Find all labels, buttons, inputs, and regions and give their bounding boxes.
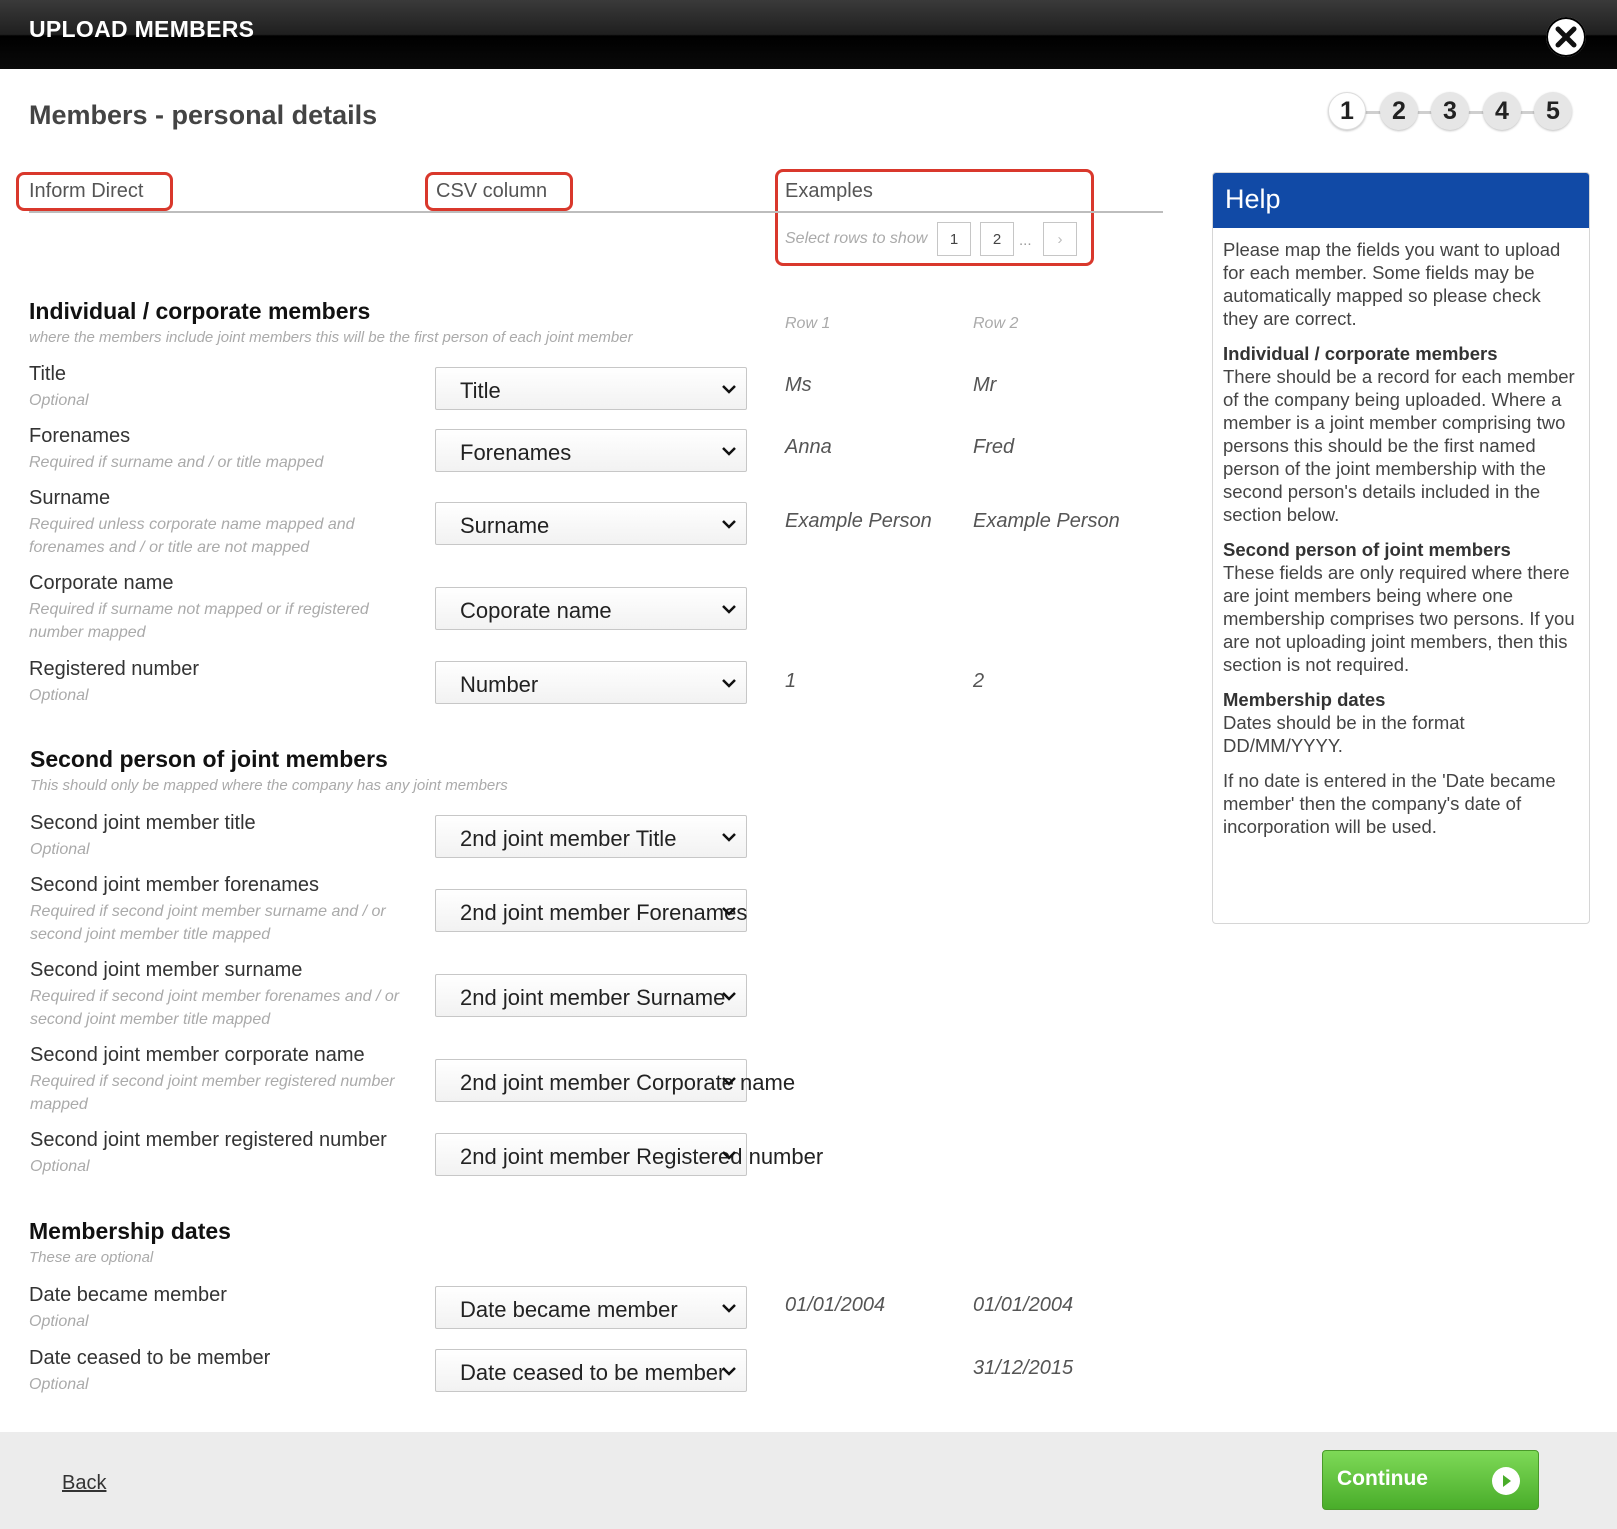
csv-select-value: Surname xyxy=(460,513,550,538)
csv-select-value: Title xyxy=(460,378,501,403)
csv-select-date-ceased[interactable] xyxy=(435,1349,747,1392)
chevron-down-icon xyxy=(720,442,738,460)
step-5: 5 xyxy=(1534,92,1572,130)
help-dates-section xyxy=(1223,688,1579,757)
example-row2-registered-number: 2 xyxy=(973,670,985,692)
example-row1-date-became: 01/01/2004 xyxy=(785,1294,886,1316)
close-icon xyxy=(1546,17,1586,57)
window-titlebar xyxy=(0,0,1617,69)
example-row2-date-became: 01/01/2004 xyxy=(973,1294,1074,1316)
csv-select-second-corporate-name[interactable] xyxy=(435,1059,796,1102)
csv-select-value: Coporate name xyxy=(460,598,612,623)
csv-select-value: 2nd joint member Corporate name xyxy=(460,1070,796,1095)
csv-select-value: Number xyxy=(460,672,539,697)
step-1: 1 xyxy=(1328,92,1366,130)
chevron-down-icon xyxy=(720,1146,738,1164)
field-label-corporate-name: Corporate name xyxy=(29,572,174,594)
csv-select-value: 2nd joint member Registered number xyxy=(460,1144,824,1169)
help-second-title: Second person of joint members xyxy=(1223,539,1511,560)
csv-select-second-forenames[interactable] xyxy=(435,889,747,932)
field-label-second-forenames: Second joint member forenames xyxy=(30,874,320,896)
window-title: UPLOAD MEMBERS xyxy=(29,16,255,42)
help-dates-title: Membership dates xyxy=(1223,689,1386,710)
pager-page-2[interactable]: 2 xyxy=(980,222,1014,256)
chevron-down-icon xyxy=(720,1362,738,1380)
csv-select-value: Date ceased to be member xyxy=(460,1360,726,1385)
column-header-examples: Examples xyxy=(785,180,873,202)
help-panel xyxy=(1212,172,1590,924)
csv-select-forenames[interactable] xyxy=(435,429,747,472)
row-1-label: Row 1 xyxy=(785,315,831,332)
csv-select-value: Date became member xyxy=(460,1297,678,1322)
csv-select-second-registered-number[interactable] xyxy=(435,1133,824,1176)
section-subtitle-second-person: This should only be mapped where the company has any joint members xyxy=(30,777,508,794)
column-header-csv: CSV column xyxy=(436,180,548,202)
example-row2-forenames: Fred xyxy=(973,436,1015,458)
pager-next-button[interactable]: › xyxy=(1043,222,1077,256)
chevron-down-icon xyxy=(720,600,738,618)
field-label-registered-number: Registered number xyxy=(29,658,200,680)
csv-select-surname[interactable] xyxy=(435,502,747,545)
field-label-surname: Surname xyxy=(29,487,111,509)
page-title: Members - personal details xyxy=(29,100,378,130)
chevron-down-icon xyxy=(720,1072,738,1090)
example-row1-title: Ms xyxy=(785,374,812,396)
field-label-title: Title xyxy=(29,363,67,385)
field-label-second-title: Second joint member title xyxy=(30,812,256,834)
help-second-section xyxy=(1223,538,1579,676)
csv-select-value: 2nd joint member Title xyxy=(460,826,677,851)
continue-button[interactable] xyxy=(1322,1450,1539,1510)
help-title: Help xyxy=(1213,173,1589,228)
help-body xyxy=(1213,228,1589,838)
csv-select-date-became[interactable] xyxy=(435,1286,747,1329)
section-title-individual: Individual / corporate members xyxy=(29,298,371,324)
example-row1-forenames: Anna xyxy=(785,436,832,458)
example-row1-surname: Example Person xyxy=(785,510,932,532)
field-label-second-corporate-name: Second joint member corporate name xyxy=(30,1044,365,1066)
close-button[interactable] xyxy=(1546,17,1586,57)
back-link[interactable]: Back xyxy=(62,1472,107,1494)
field-hint-forenames: Required if surname and / or title mapped xyxy=(29,454,324,471)
step-indicator xyxy=(1328,92,1573,132)
help-individual-section xyxy=(1223,342,1579,526)
csv-select-value: 2nd joint member Forenames xyxy=(460,900,748,925)
example-row2-title: Mr xyxy=(973,374,997,396)
field-label-second-surname: Second joint member surname xyxy=(30,959,303,981)
field-hint-title: Optional xyxy=(29,392,89,409)
field-hint-corporate-name: Required if surname not mapped or if registered number mapped xyxy=(29,601,369,641)
field-label-second-registered-number: Second joint member registered number xyxy=(30,1129,387,1151)
step-3: 3 xyxy=(1431,92,1469,130)
field-hint-second-forenames: Required if second joint member surname and / or second joint member title mapped xyxy=(30,903,386,943)
help-dates-text: Dates should be in the format DD/MM/YYYY. xyxy=(1223,712,1465,756)
select-rows-label: Select rows to show xyxy=(785,230,928,247)
field-hint-date-became: Optional xyxy=(29,1313,89,1330)
csv-select-value: 2nd joint member Surname xyxy=(460,985,726,1010)
pager-page-1[interactable]: 1 xyxy=(937,222,971,256)
arrow-right-icon xyxy=(1492,1467,1520,1495)
csv-select-value: Forenames xyxy=(460,440,572,465)
continue-label: Continue xyxy=(1337,1467,1428,1490)
section-subtitle-membership-dates: These are optional xyxy=(29,1249,154,1266)
chevron-down-icon xyxy=(720,515,738,533)
field-label-date-became: Date became member xyxy=(29,1284,227,1306)
example-row1-registered-number: 1 xyxy=(785,670,797,692)
csv-select-second-surname[interactable] xyxy=(435,974,747,1017)
column-header-inform-direct: Inform Direct xyxy=(29,180,144,202)
pager-ellipsis: ... xyxy=(1019,232,1032,249)
field-hint-registered-number: Optional xyxy=(29,687,89,704)
csv-select-second-title[interactable] xyxy=(435,815,747,858)
chevron-down-icon xyxy=(720,380,738,398)
chevron-down-icon xyxy=(720,828,738,846)
header-divider xyxy=(29,211,1163,213)
section-subtitle-individual: where the members include joint members this will be the first person of each joint member xyxy=(29,329,633,346)
chevron-down-icon xyxy=(720,987,738,1005)
field-hint-surname: Required unless corporate name mapped and forenames and / or title are not mapped xyxy=(29,516,355,556)
csv-select-corporate-name[interactable] xyxy=(435,587,747,630)
field-hint-second-registered-number: Optional xyxy=(30,1158,90,1175)
field-label-forenames: Forenames xyxy=(29,425,131,447)
field-label-date-ceased: Date ceased to be member xyxy=(29,1347,271,1369)
row-2-label: Row 2 xyxy=(973,315,1019,332)
help-dates-note: If no date is entered in the 'Date became member' then the company's date of incorporation will be used. xyxy=(1223,770,1556,837)
field-hint-second-surname: Required if second joint member forenames and / or second joint member title mapped xyxy=(30,988,400,1028)
help-second-text: These fields are only required where there are joint members being where one membership comprises two persons. If you are not uploading joint members, then this section is not required. xyxy=(1223,562,1575,675)
field-hint-date-ceased: Optional xyxy=(29,1376,89,1393)
field-hint-second-title: Optional xyxy=(30,841,90,858)
section-title-membership-dates: Membership dates xyxy=(29,1218,231,1244)
help-intro: Please map the fields you want to upload for each member. Some fields may be automatically mapped so please check they are correct. xyxy=(1223,239,1561,329)
field-hint-second-corporate-name: Required if second joint member registered number mapped xyxy=(30,1073,395,1113)
chevron-down-icon xyxy=(720,1299,738,1317)
chevron-down-icon xyxy=(720,902,738,920)
section-title-second-person: Second person of joint members xyxy=(30,746,388,772)
csv-select-title[interactable] xyxy=(435,367,747,410)
step-4: 4 xyxy=(1483,92,1521,130)
csv-select-registered-number[interactable] xyxy=(435,661,747,704)
highlight-box-inform-direct xyxy=(16,172,173,211)
help-individual-title: Individual / corporate members xyxy=(1223,343,1498,364)
step-2: 2 xyxy=(1380,92,1418,130)
highlight-box-csv xyxy=(425,172,573,211)
footer-bar xyxy=(0,1432,1617,1529)
example-row2-surname: Example Person xyxy=(973,510,1120,532)
help-individual-text: There should be a record for each member of the company being uploaded. Where a member is a joint member comprising two persons this should be the first named person of the joint membership with the second person's details included in the section below. xyxy=(1223,366,1575,525)
example-row2-date-ceased: 31/12/2015 xyxy=(973,1357,1074,1379)
chevron-down-icon xyxy=(720,674,738,692)
